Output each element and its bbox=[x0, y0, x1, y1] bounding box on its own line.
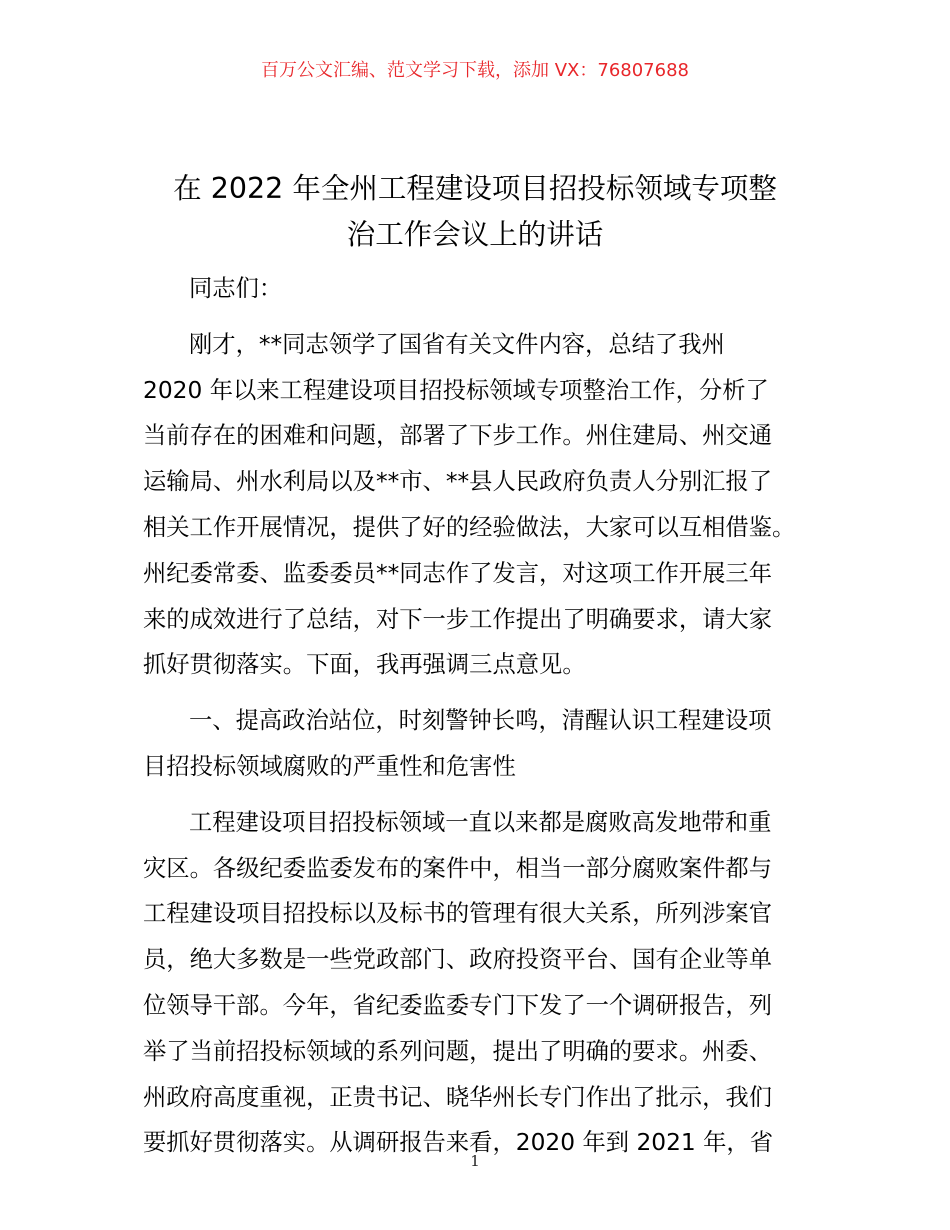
heading-line: 一、提高政治站位，时刻警钟长鸣，清醒认识工程建设项 bbox=[189, 707, 772, 735]
text-line: 运输局、州水利局以及**市、**县人民政府负责人分别汇报了 bbox=[143, 468, 773, 496]
text-line: 工程建设项目招投标领域一直以来都是腐败高发地带和重 bbox=[189, 808, 772, 836]
heading-line: 目招投标领域腐败的严重性和危害性 bbox=[143, 752, 516, 780]
paragraph-gap bbox=[143, 312, 813, 322]
text-line: 2020 年以来工程建设项目招投标领域专项整治工作，分析了 bbox=[143, 376, 769, 404]
text-line: 相关工作开展情况，提供了好的经验做法，大家可以互相借鉴。 bbox=[143, 513, 796, 541]
watermark-header: 百万公文汇编、范文学习下载，添加 VX：76807688 bbox=[261, 60, 689, 81]
text-line: 刚才，**同志领学了国省有关文件内容，总结了我州 bbox=[189, 330, 725, 358]
salutation bbox=[143, 266, 813, 312]
text-line: 员，绝大多数是一些党政部门、政府投资平台、国有企业等单 bbox=[143, 946, 773, 974]
text-line: 州政府高度重视，正贵书记、晓华州长专门作出了批示，我们 bbox=[143, 1083, 773, 1111]
text-line: 举了当前招投标领域的系列问题，提出了明确的要求。州委、 bbox=[143, 1037, 773, 1065]
text-line: 位领导干部。今年，省纪委监委专门下发了一个调研报告，列 bbox=[143, 991, 773, 1019]
salutation-text: 同志们： bbox=[189, 275, 283, 302]
text-line: 灾区。各级纪委监委发布的案件中，相当一部分腐败案件都与 bbox=[143, 854, 773, 882]
paragraph-gap bbox=[143, 688, 813, 698]
text-line: 来的成效进行了总结，对下一步工作提出了明确要求，请大家 bbox=[143, 605, 773, 633]
text-line: 州纪委常委、监委委员**同志作了发言，对这项工作开展三年 bbox=[143, 559, 773, 587]
text-line: 当前存在的困难和问题，部署了下步工作。州住建局、州交通 bbox=[143, 422, 773, 450]
document-title bbox=[120, 166, 830, 258]
title-line-2: 治工作会议上的讲话 bbox=[346, 218, 604, 251]
document-body bbox=[143, 266, 813, 1166]
title-line-1: 在 2022 年全州工程建设项目招投标领域专项整 bbox=[173, 172, 777, 205]
paragraph-section-1-body bbox=[143, 800, 813, 1166]
paragraph-opening bbox=[143, 322, 813, 688]
text-line: 抓好贯彻落实。下面，我再强调三点意见。 bbox=[143, 651, 586, 679]
text-line: 工程建设项目招投标以及标书的管理有很大关系，所列涉案官 bbox=[143, 900, 773, 928]
section-heading-1 bbox=[143, 698, 813, 790]
text-line: 要抓好贯彻落实。从调研报告来看，2020 年到 2021 年，省 bbox=[143, 1129, 774, 1157]
paragraph-gap bbox=[143, 790, 813, 800]
page-number: 1 bbox=[470, 1152, 480, 1170]
